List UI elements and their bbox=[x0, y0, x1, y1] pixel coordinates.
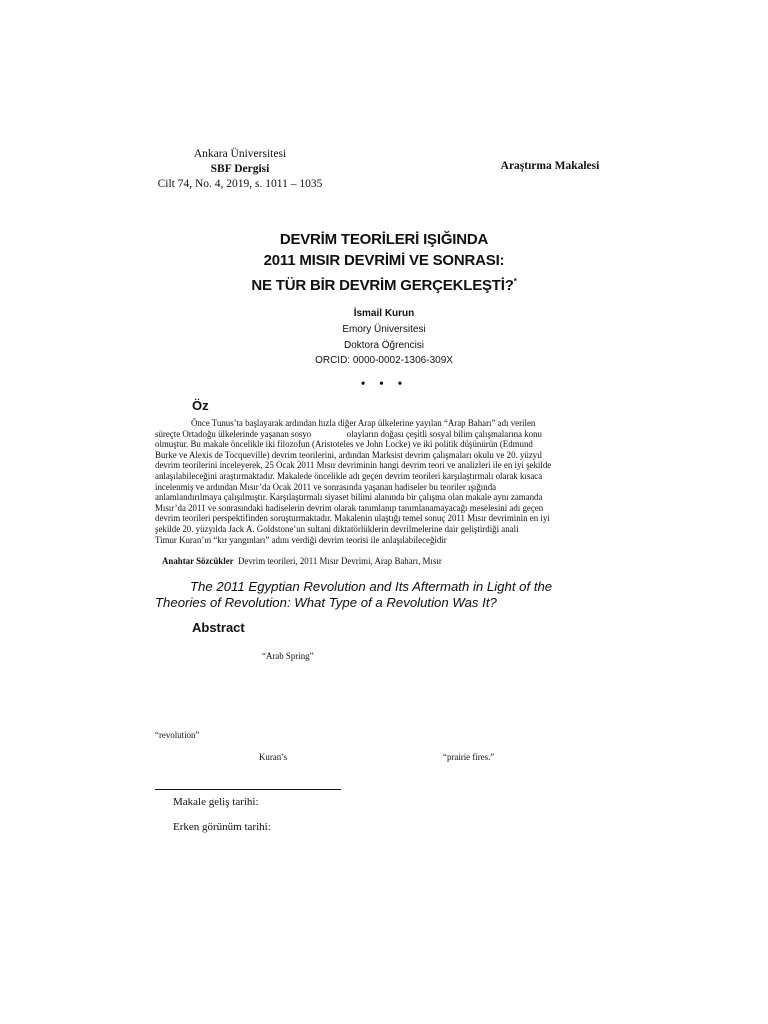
title-footnote-mark: * bbox=[513, 277, 517, 286]
keywords-text: Devrim teorileri, 2011 Mısır Devrimi, Arap Baharı, Mısır bbox=[238, 556, 442, 566]
keywords bbox=[162, 556, 442, 566]
oz-line: anlamlandırılmaya çalışılmıştır. Karşılaştırmalı siyaset bilimi alanında bir çalışma olan makale aynı zamanda bbox=[155, 492, 543, 503]
title-line-2: 2011 MISIR DEVRİMİ VE SONRASI: bbox=[263, 252, 505, 269]
oz-line: Timur Kuran’ın “kır yangınları” adını verdiği devrim teorisi ile anlaşılabileceğidir bbox=[155, 534, 447, 545]
header-citation: Cilt 74, No. 4, 2019, s. 1011 – 1035 bbox=[157, 178, 323, 190]
title-line-3 bbox=[160, 271, 608, 296]
author-orcid: ORCID: 0000-0002-1306-309X bbox=[315, 355, 453, 366]
oz-line: Burke ve Alexis de Tocqueville) devrim teorilerini, ardından Marksist devrim çalışmaları okulu ve 20. yüzyıl bbox=[155, 449, 543, 460]
oz-line: devrim teorilerini inceleyerek, 25 Ocak 2011 Mısır devriminin hangi devrim teori ve analizleri ile en iyi şekilde bbox=[155, 460, 552, 471]
abstract-fragment-revolution: “revolution” bbox=[155, 730, 200, 740]
abstract-fragment-arab-spring: “Arab Spring” bbox=[262, 651, 314, 661]
english-title-line-2: Theories of Revolution: What Type of a Revolution Was It? bbox=[155, 595, 497, 610]
abstract-fragment-kurans: Kuran’s bbox=[259, 752, 288, 762]
oz-heading: Öz bbox=[192, 398, 209, 413]
article-type: Araştırma Makalesi bbox=[500, 160, 600, 172]
oz-line: Önce Tunus’ta başlayarak ardından hızla diğer Arap ülkelerine yayılan “Arap Baharı” adı verilen bbox=[191, 418, 536, 428]
oz-abstract bbox=[155, 418, 611, 545]
header-institution: Ankara Üniversitesi bbox=[193, 148, 287, 160]
early-view-date-label: Erken görünüm tarihi: bbox=[173, 821, 271, 833]
title-line-3-text: NE TÜR BİR DEVRİM GERÇEKLEŞTİ? bbox=[251, 277, 514, 294]
oz-line: anlaşılabileceğini araştırmaktadır. Makalede öncelikle adı geçen devrim teorileri karşılaştırmalı olarak kısaca bbox=[155, 470, 543, 481]
oz-line: olmuştur. Bu makale öncelikle iki filozofun (Aristoteles ve John Locke) ve iki politik düşünürün (Edmund bbox=[155, 439, 533, 450]
oz-line: devrim teorileri perspektifinden soruşturmaktadır. Makalenin ulaştığı temel sonuç 2011 Mısır devriminin en iyi bbox=[155, 513, 550, 524]
header-journal: SBF Dergisi bbox=[210, 163, 270, 175]
oz-line: Mısır’da 2011 ve sonrasındaki hadiselerin devrim olarak tanımlanıp tanımlanamayacağı meselesini adı geçen bbox=[155, 502, 544, 513]
abstract-heading: Abstract bbox=[192, 620, 245, 635]
abstract-fragment-prairie-fires: “prairie fires.” bbox=[443, 752, 495, 762]
footnote-rule bbox=[155, 789, 341, 790]
english-title bbox=[155, 579, 615, 611]
english-title-line-1: The 2011 Egyptian Revolution and Its Aftermath in Light of the bbox=[190, 579, 553, 594]
oz-line: incelenmiş ve ardından Mısır’da Ocak 2011 ve sonrasında yaşanan hadiseler bu teoriler ışığında bbox=[155, 481, 497, 492]
title-line-1: DEVRİM TEORİLERİ IŞIĞINDA bbox=[279, 231, 489, 248]
received-date-label: Makale geliş tarihi: bbox=[173, 796, 259, 808]
author-affiliation: Emory Üniversitesi bbox=[342, 324, 426, 335]
oz-line: şekilde 20. yüzyılda Jack A. Goldstone’un sultani diktatörlüklerin devrilmelerine dair geliştirdiği anali bbox=[155, 523, 519, 534]
keywords-label: Anahtar Sözcükler bbox=[162, 556, 234, 566]
oz-line: süreçte Ortadoğu ülkelerinde yaşanan sosyo olayların doğası çeşitli sosyal bilim çalışmalarına konu bbox=[155, 428, 542, 439]
author-name: İsmail Kurun bbox=[353, 308, 415, 319]
separator-dots: • • • bbox=[360, 377, 408, 392]
author-position: Doktora Öğrencisi bbox=[343, 340, 425, 351]
